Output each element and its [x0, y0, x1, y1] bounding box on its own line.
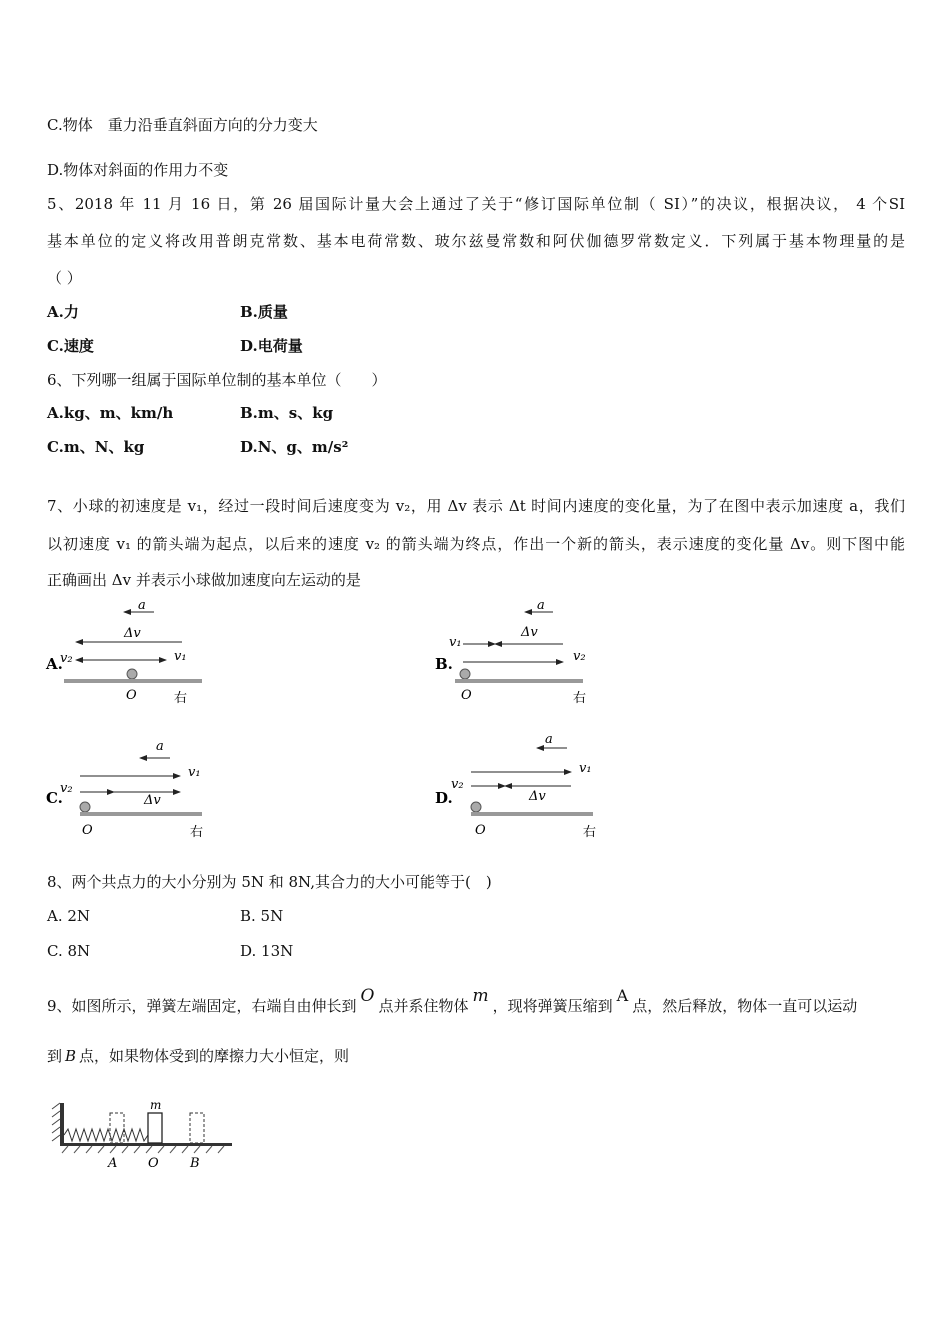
- label-v1: v₁: [579, 761, 592, 776]
- question-9-line-2: [47, 1046, 349, 1066]
- question-7-line-3: 正确画出 Δv 并表示小球做加速度向左运动的是: [47, 571, 361, 589]
- q6-option-b: B.m、s、kg: [240, 404, 334, 422]
- label-a: a: [545, 732, 553, 747]
- wall-hatch: [52, 1103, 60, 1141]
- label-right: 右: [190, 825, 204, 840]
- block-m: [148, 1113, 162, 1143]
- option-c-text: C.物体 重力沿垂直斜面方向的分力变大: [47, 116, 318, 134]
- q9-var-a: A: [616, 986, 629, 1005]
- figure-label: D.: [435, 789, 453, 807]
- q8-option-a: A. 2N: [47, 907, 91, 925]
- q9-text-part-4: 点，然后释放，物体一直可以运动: [632, 997, 858, 1015]
- ball: [460, 669, 470, 679]
- spring: [64, 1129, 148, 1141]
- option-d-text: D.物体对斜面的作用力不变: [47, 161, 229, 179]
- label-delta-v: Δv: [521, 625, 538, 640]
- q9-var-b: B: [65, 1047, 77, 1065]
- figure-9-spring: [44, 1083, 244, 1177]
- question-5-line-2: 基本单位的定义将改用普朗克常数、基本电荷常数、玻尔兹曼常数和阿伏伽德罗常数定义．下列属于基本物理量的是: [47, 232, 905, 250]
- ground: [64, 679, 202, 683]
- label-o: O: [148, 1156, 159, 1171]
- label-v2: v₂: [573, 649, 586, 664]
- figure-7c: [44, 730, 224, 846]
- label-v1: v₁: [174, 649, 187, 664]
- figure-label: C.: [46, 789, 63, 807]
- block-position-b: [190, 1113, 204, 1143]
- q6-option-a: A.kg、m、km/h: [47, 404, 174, 422]
- ground: [80, 812, 202, 816]
- label-a: a: [156, 739, 164, 754]
- ball: [127, 669, 137, 679]
- figure-7d: [433, 730, 613, 846]
- label-v1: v₁: [188, 765, 201, 780]
- ball: [80, 802, 90, 812]
- label-a: a: [537, 598, 545, 613]
- q5-option-b: B.质量: [240, 303, 288, 321]
- q8-option-b: B. 5N: [240, 907, 284, 925]
- figure-label: B.: [435, 655, 453, 673]
- question-6-text: 6、下列哪一组属于国际单位制的基本单位（ ）: [47, 371, 387, 389]
- label-delta-v: Δv: [529, 789, 546, 804]
- label-v1: v₁: [449, 635, 462, 650]
- label-v2: v₂: [60, 651, 73, 666]
- ground-hatch: [62, 1146, 224, 1153]
- q9-text-part-3: ，现将弹簧压缩到: [492, 997, 613, 1015]
- question-7-line-1: 7、小球的初速度是 v₁，经过一段时间后速度变为 v₂，用 Δv 表示 Δt 时间内速度的变化量，为了在图中表示加速度 a，我们: [47, 497, 905, 515]
- label-origin: O: [126, 688, 137, 703]
- label-a: A: [108, 1156, 118, 1171]
- block-position-a: [110, 1113, 124, 1143]
- label-origin: O: [461, 688, 472, 703]
- q8-option-c: C. 8N: [47, 942, 91, 960]
- ground: [455, 679, 583, 683]
- label-v2: v₂: [60, 781, 73, 796]
- label-origin: O: [475, 823, 486, 838]
- label-right: 右: [174, 691, 188, 706]
- q6-option-c: C.m、N、kg: [47, 438, 145, 456]
- ball: [471, 802, 481, 812]
- q9-text-part-2: 点并系住物体: [378, 997, 469, 1015]
- q9-text-part-1: 9、如图所示，弹簧左端固定，右端自由伸长到: [47, 997, 357, 1015]
- label-delta-v: Δv: [124, 626, 141, 641]
- question-8-text: 8、两个共点力的大小分别为 5N 和 8N,其合力的大小可能等于( ): [47, 873, 492, 891]
- question-7-line-2: 以初速度 v₁ 的箭头端为起点，以后来的速度 v₂ 的箭头端为终点，作出一个新的箭头，表示速度的变化量 Δv。则下图中能: [47, 535, 905, 553]
- figure-7b: [433, 596, 613, 710]
- q9-var-m: m: [472, 986, 489, 1006]
- question-5-line-1: 5、2018 年 11 月 16 日，第 26 届国际计量大会上通过了关于“修订国际单位制（ SI）”的决议，根据决议， 4 个SI: [47, 195, 905, 213]
- q9-var-o: O: [360, 986, 375, 1006]
- q9-text-part-6: 点，如果物体受到的摩擦力大小恒定，则: [79, 1047, 350, 1065]
- label-right: 右: [573, 691, 587, 706]
- q9-text-part-5: 到: [47, 1047, 63, 1065]
- label-m: m: [150, 1098, 162, 1112]
- ground: [60, 1143, 232, 1146]
- label-right: 右: [583, 825, 597, 840]
- ground: [471, 812, 593, 816]
- question-5-line-3: （ ）: [47, 269, 82, 287]
- question-9-line-1: [47, 986, 905, 1016]
- label-delta-v: Δv: [144, 793, 161, 808]
- q5-option-c: C.速度: [47, 337, 94, 355]
- q5-option-a: A.力: [47, 303, 79, 321]
- label-b: B: [190, 1156, 200, 1171]
- figure-label: A.: [46, 655, 63, 673]
- q6-option-d: D.N、g、m/s²: [240, 438, 349, 456]
- q8-option-d: D. 13N: [240, 942, 294, 960]
- q5-option-d: D.电荷量: [240, 337, 303, 355]
- wall: [60, 1103, 64, 1145]
- figure-7a: [44, 596, 224, 710]
- label-origin: O: [82, 823, 93, 838]
- label-a: a: [138, 598, 146, 613]
- label-v2: v₂: [451, 777, 464, 792]
